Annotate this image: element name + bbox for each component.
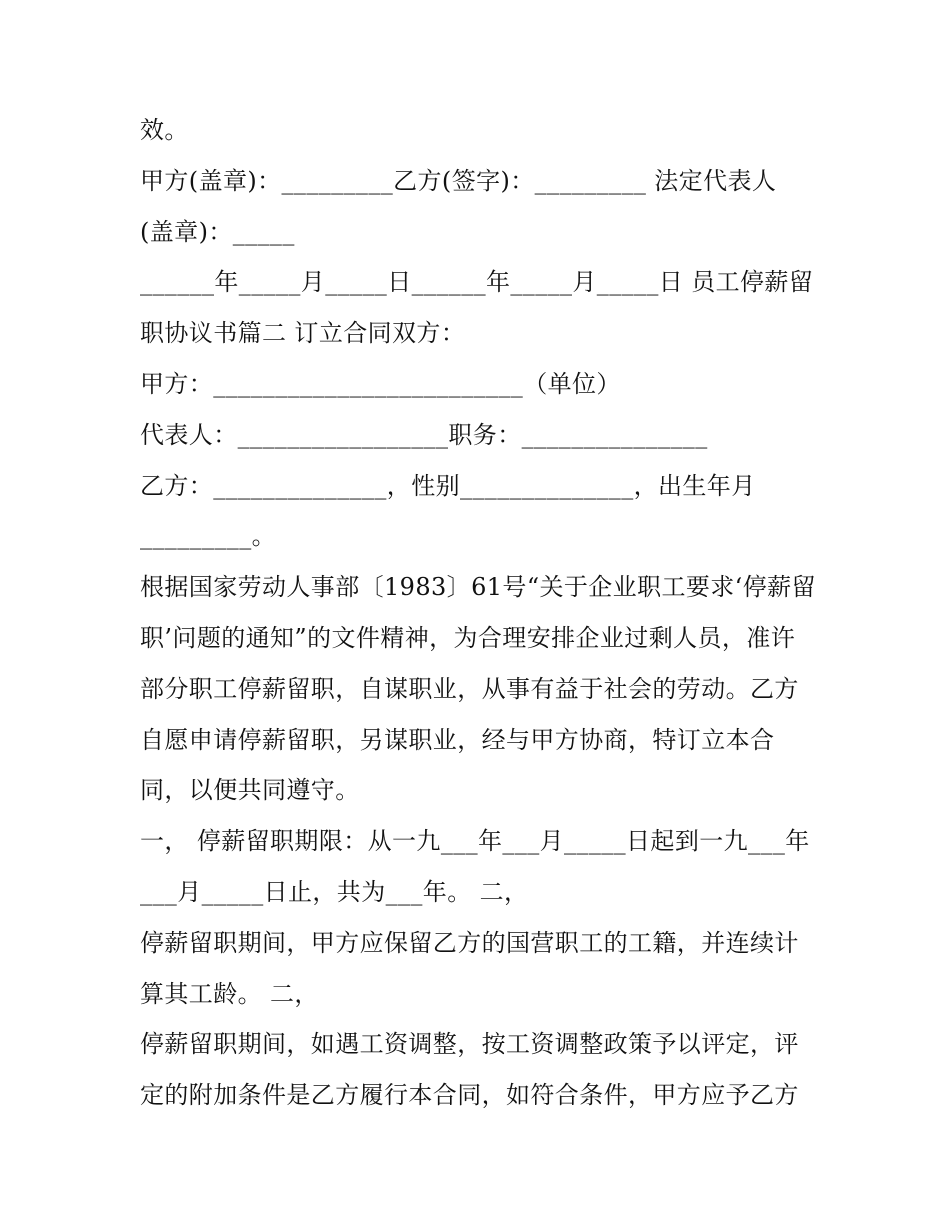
text-line: 算其工龄。 二，: [140, 979, 319, 1008]
text-line: _________。: [140, 522, 276, 551]
text-line: 职协议书篇二 订立合同双方：: [140, 319, 466, 348]
document-body: [140, 105, 820, 1121]
text-line: 甲方：_________________________（单位）: [140, 369, 621, 398]
text-line: 乙方：______________，性别______________，出生年月: [140, 471, 756, 500]
text-line: 职’问题的通知”的文件精神，为合理安排企业过剩人员，准许: [140, 623, 796, 652]
text-line: 停薪留职期间，甲方应保留乙方的国营职工的工籍，并连续计: [140, 928, 799, 957]
text-line: 代表人：_________________职务：_______________: [140, 420, 708, 449]
text-line: 同，以便共同遵守。: [140, 776, 360, 805]
text-line: ___月_____日止，共为___年。 二，: [140, 877, 529, 906]
text-line: 定的附加条件是乙方履行本合同，如符合条件，甲方应予乙方: [140, 1081, 799, 1110]
text-line: 自愿申请停薪留职，另谋职业，经与甲方协商，特订立本合: [140, 725, 775, 754]
text-line: 根据国家劳动人事部〔1983〕61号“关于企业职工要求‘停薪留: [140, 573, 816, 602]
text-line: 一， 停薪留职期限：从一九___年___月_____日起到一九___年: [140, 827, 810, 856]
text-line: 效。: [140, 116, 189, 144]
text-line: 部分职工停薪留职，自谋职业，从事有益于社会的劳动。乙方: [140, 674, 799, 703]
text-line: 停薪留职期间，如遇工资调整，按工资调整政策予以评定，评: [140, 1030, 799, 1059]
text-line: (盖章)：_____: [140, 217, 295, 246]
text-line: ______年_____月_____日______年_____月_____日 员工停薪留: [140, 268, 814, 297]
text-line: 甲方(盖章)：_________乙方(签字)：_________ 法定代表人: [140, 166, 777, 195]
